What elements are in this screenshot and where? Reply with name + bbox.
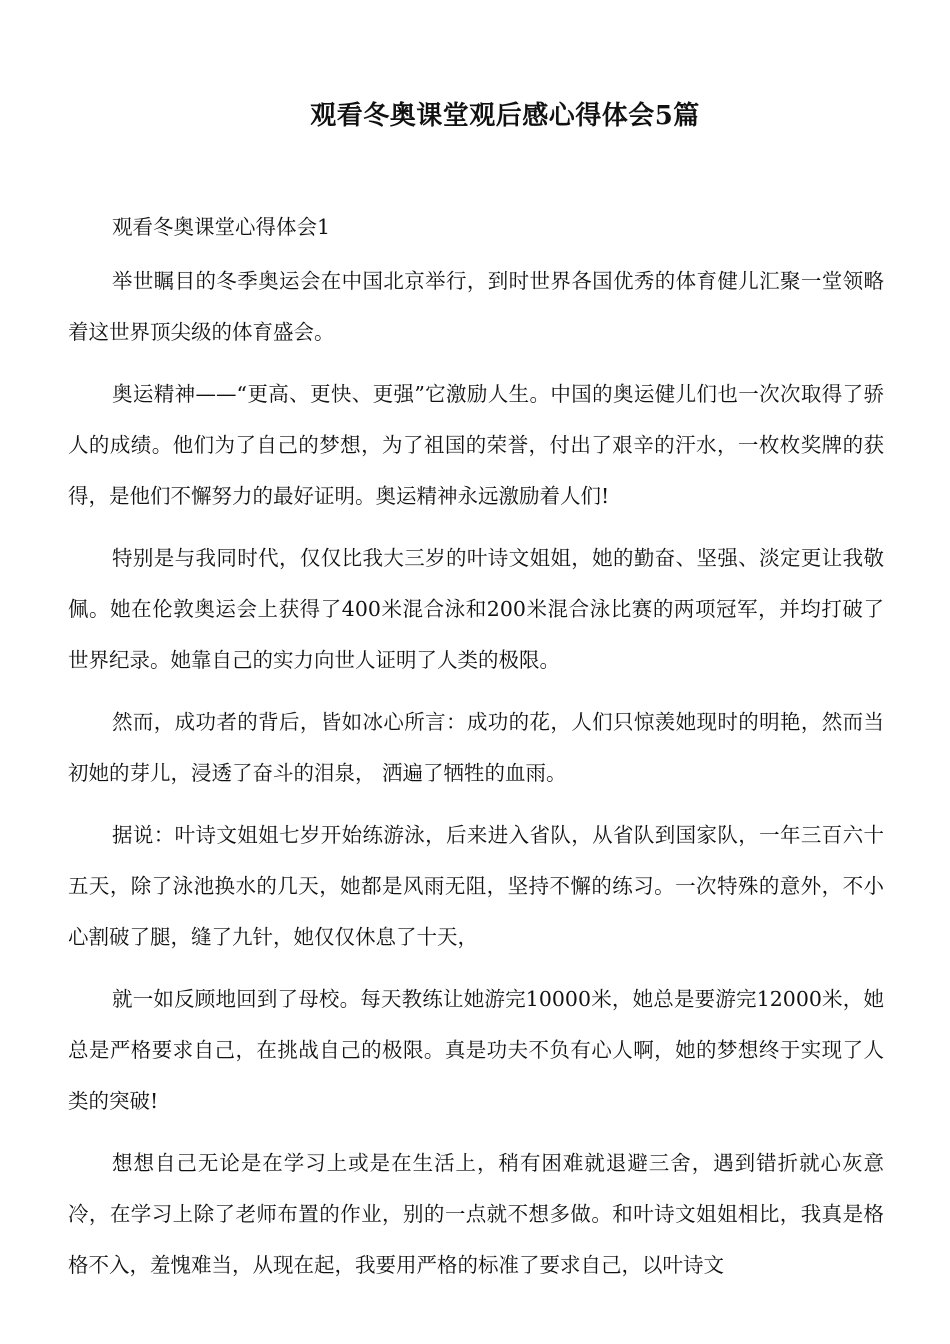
paragraph: 然而，成功者的背后，皆如冰心所言：成功的花，人们只惊羡她现时的明艳，然而当初她的芽儿，浸透了奋斗的泪泉， 洒遍了牺牲的血雨。	[68, 710, 884, 785]
paragraph: 据说：叶诗文姐姐七岁开始练游泳，后来进入省队，从省队到国家队，一年三百六十五天，除了泳池换水的几天，她都是风雨无阻，坚持不懈的练习。一次特殊的意外，不小心割破了腿，缝了九针，她仅仅休息了十天，	[68, 823, 884, 949]
paragraph: 想想自己无论是在学习上或是在生活上，稍有困难就退避三舍，遇到错折就心灰意冷，在学习上除了老师布置的作业，别的一点就不想多做。和叶诗文姐姐相比，我真是格格不入，羞愧难当，从现在起，我要用严格的标准了要求自己，以叶诗文	[68, 1151, 884, 1277]
paragraph: 举世瞩目的冬季奥运会在中国北京举行，到时世界各国优秀的体育健儿汇聚一堂领略着这世界顶尖级的体育盛会。	[68, 269, 884, 344]
paragraph: 就一如反顾地回到了母校。每天教练让她游完10000米，她总是要游完12000米，她总是严格要求自己，在挑战自己的极限。真是功夫不负有心人啊，她的梦想终于实现了人类的突破!	[68, 987, 884, 1113]
document-body	[68, 205, 884, 1302]
paragraph: 特别是与我同时代，仅仅比我大三岁的叶诗文姐姐，她的勤奋、坚强、淡定更让我敬佩。她在伦敦奥运会上获得了400米混合泳和200米混合泳比赛的两项冠军，并均打破了世界纪录。她靠自己的实力向世人证明了人类的极限。	[68, 546, 884, 672]
document-title: 观看冬奥课堂观后感心得体会5篇	[310, 101, 700, 131]
paragraph: 奥运精神——“更高、更快、更强”它激励人生。中国的奥运健儿们也一次次取得了骄人的成绩。他们为了自己的梦想，为了祖国的荣誉，付出了艰辛的汗水，一枚枚奖牌的获得，是他们不懈努力的最好证明。奥运精神永远激励着人们!	[68, 382, 884, 508]
section-heading: 观看冬奥课堂心得体会1	[112, 215, 331, 239]
